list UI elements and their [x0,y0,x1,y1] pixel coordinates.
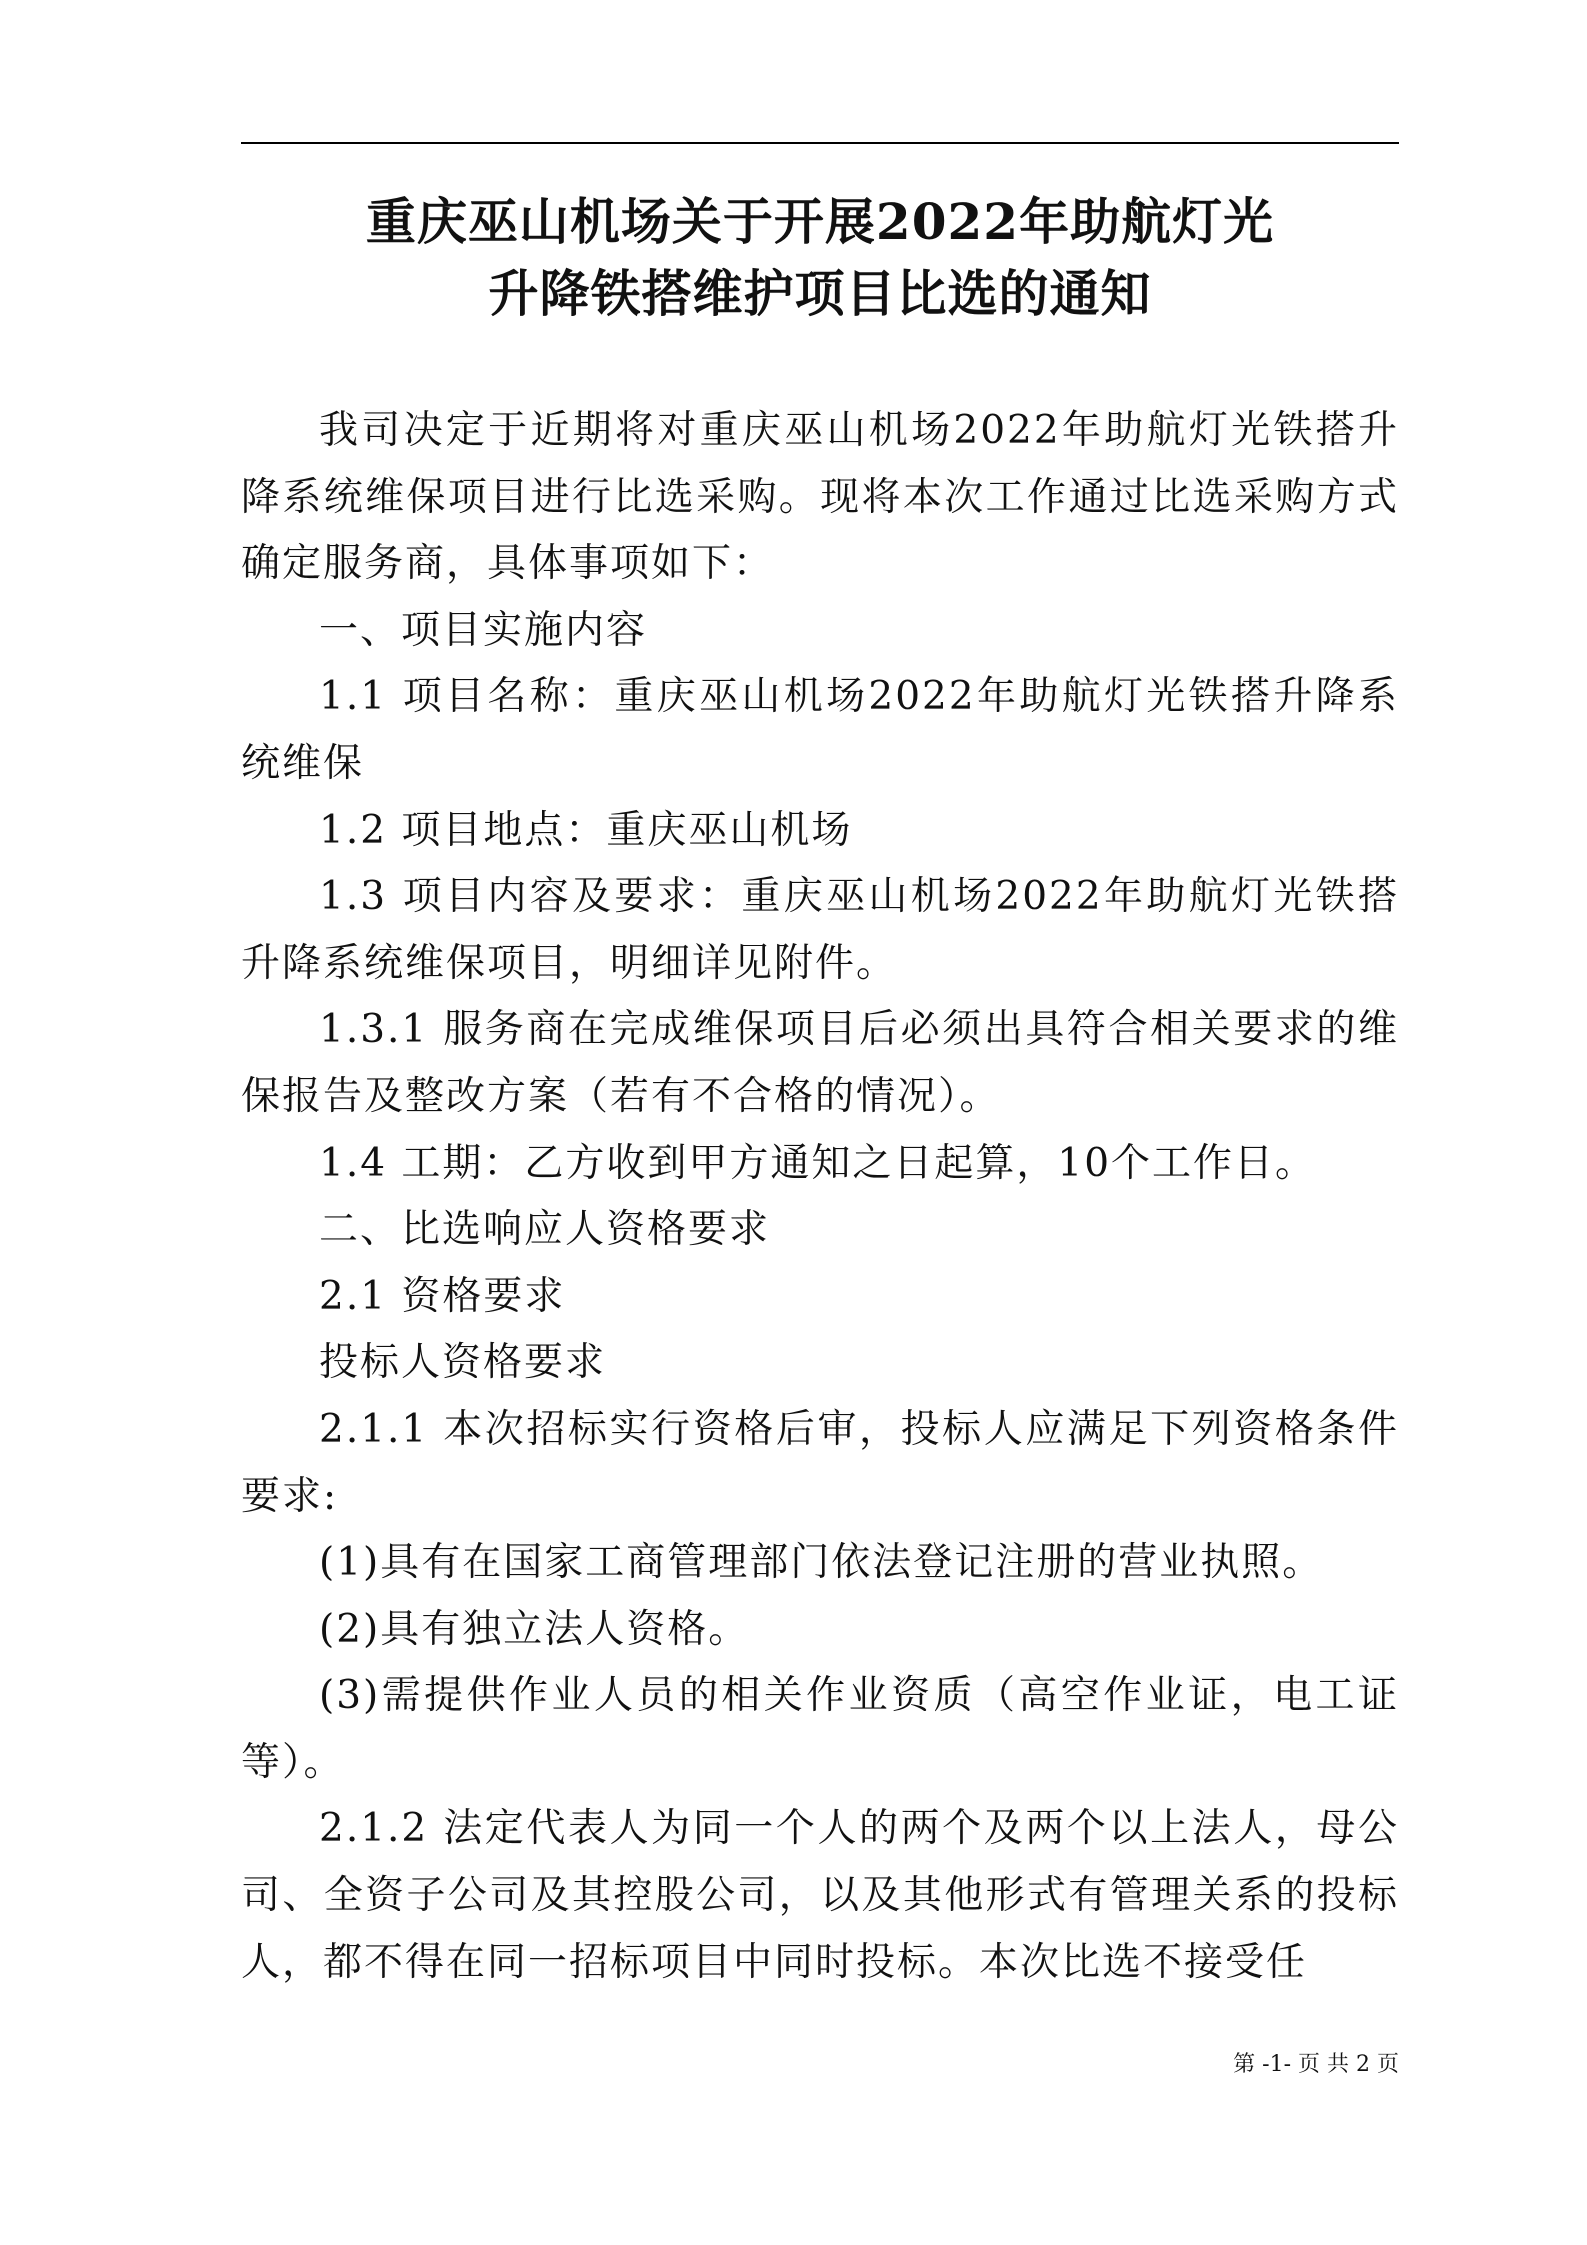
section-heading-1: 一、项目实施内容 [319,607,648,653]
paragraph-intro: 我司决定于近期将对重庆巫山机场2022年助航灯光铁搭升降系统维保项目进行比选采购。现将本次工作通过比选采购方式确定服务商，具体事项如下： [241,408,1399,587]
document-body [241,398,1399,1996]
document-title [241,186,1399,330]
requirement-2: (2)具有独立法人资格。 [319,1606,750,1652]
section-heading-2: 二、比选响应人资格要求 [319,1207,771,1253]
item-1-3-1: 1.3.1 服务商在完成维保项目后必须出具符合相关要求的维保报告及整改方案（若有不合格的情况）。 [241,1007,1399,1119]
item-1-4: 1.4 工期：乙方收到甲方通知之日起算，10个工作日。 [319,1140,1317,1186]
item-2-1-2: 2.1.2 法定代表人为同一个人的两个及两个以上法人，母公司、全资子公司及其控股公司，以及其他形式有管理关系的投标人，都不得在同一招标项目中同时投标。本次比选不接受任 [241,1806,1399,1985]
title-line-2: 升降铁搭维护项目比选的通知 [488,264,1152,323]
item-1-3: 1.3 项目内容及要求：重庆巫山机场2022年助航灯光铁搭升降系统维保项目，明细详见附件。 [241,874,1399,986]
title-line-1: 重庆巫山机场关于开展2022年助航灯光 [365,192,1275,251]
item-2-1: 2.1 资格要求 [319,1273,566,1319]
item-2-1-1: 2.1.1 本次招标实行资格后审，投标人应满足下列资格条件要求: [241,1406,1399,1519]
item-1-2: 1.2 项目地点：重庆巫山机场 [319,807,853,853]
item-1-1: 1.1 项目名称：重庆巫山机场2022年助航灯光铁搭升降系统维保 [241,674,1399,786]
requirement-3: (3)需提供作业人员的相关作业资质（高空作业证，电工证等）。 [241,1673,1399,1785]
header-rule [241,142,1399,144]
requirement-1: (1)具有在国家工商管理部门依法登记注册的营业执照。 [319,1540,1324,1586]
subheading-bidder-qualification: 投标人资格要求 [319,1340,607,1386]
page-number-footer: 第 -1- 页 共 2 页 [1233,2052,1399,2077]
